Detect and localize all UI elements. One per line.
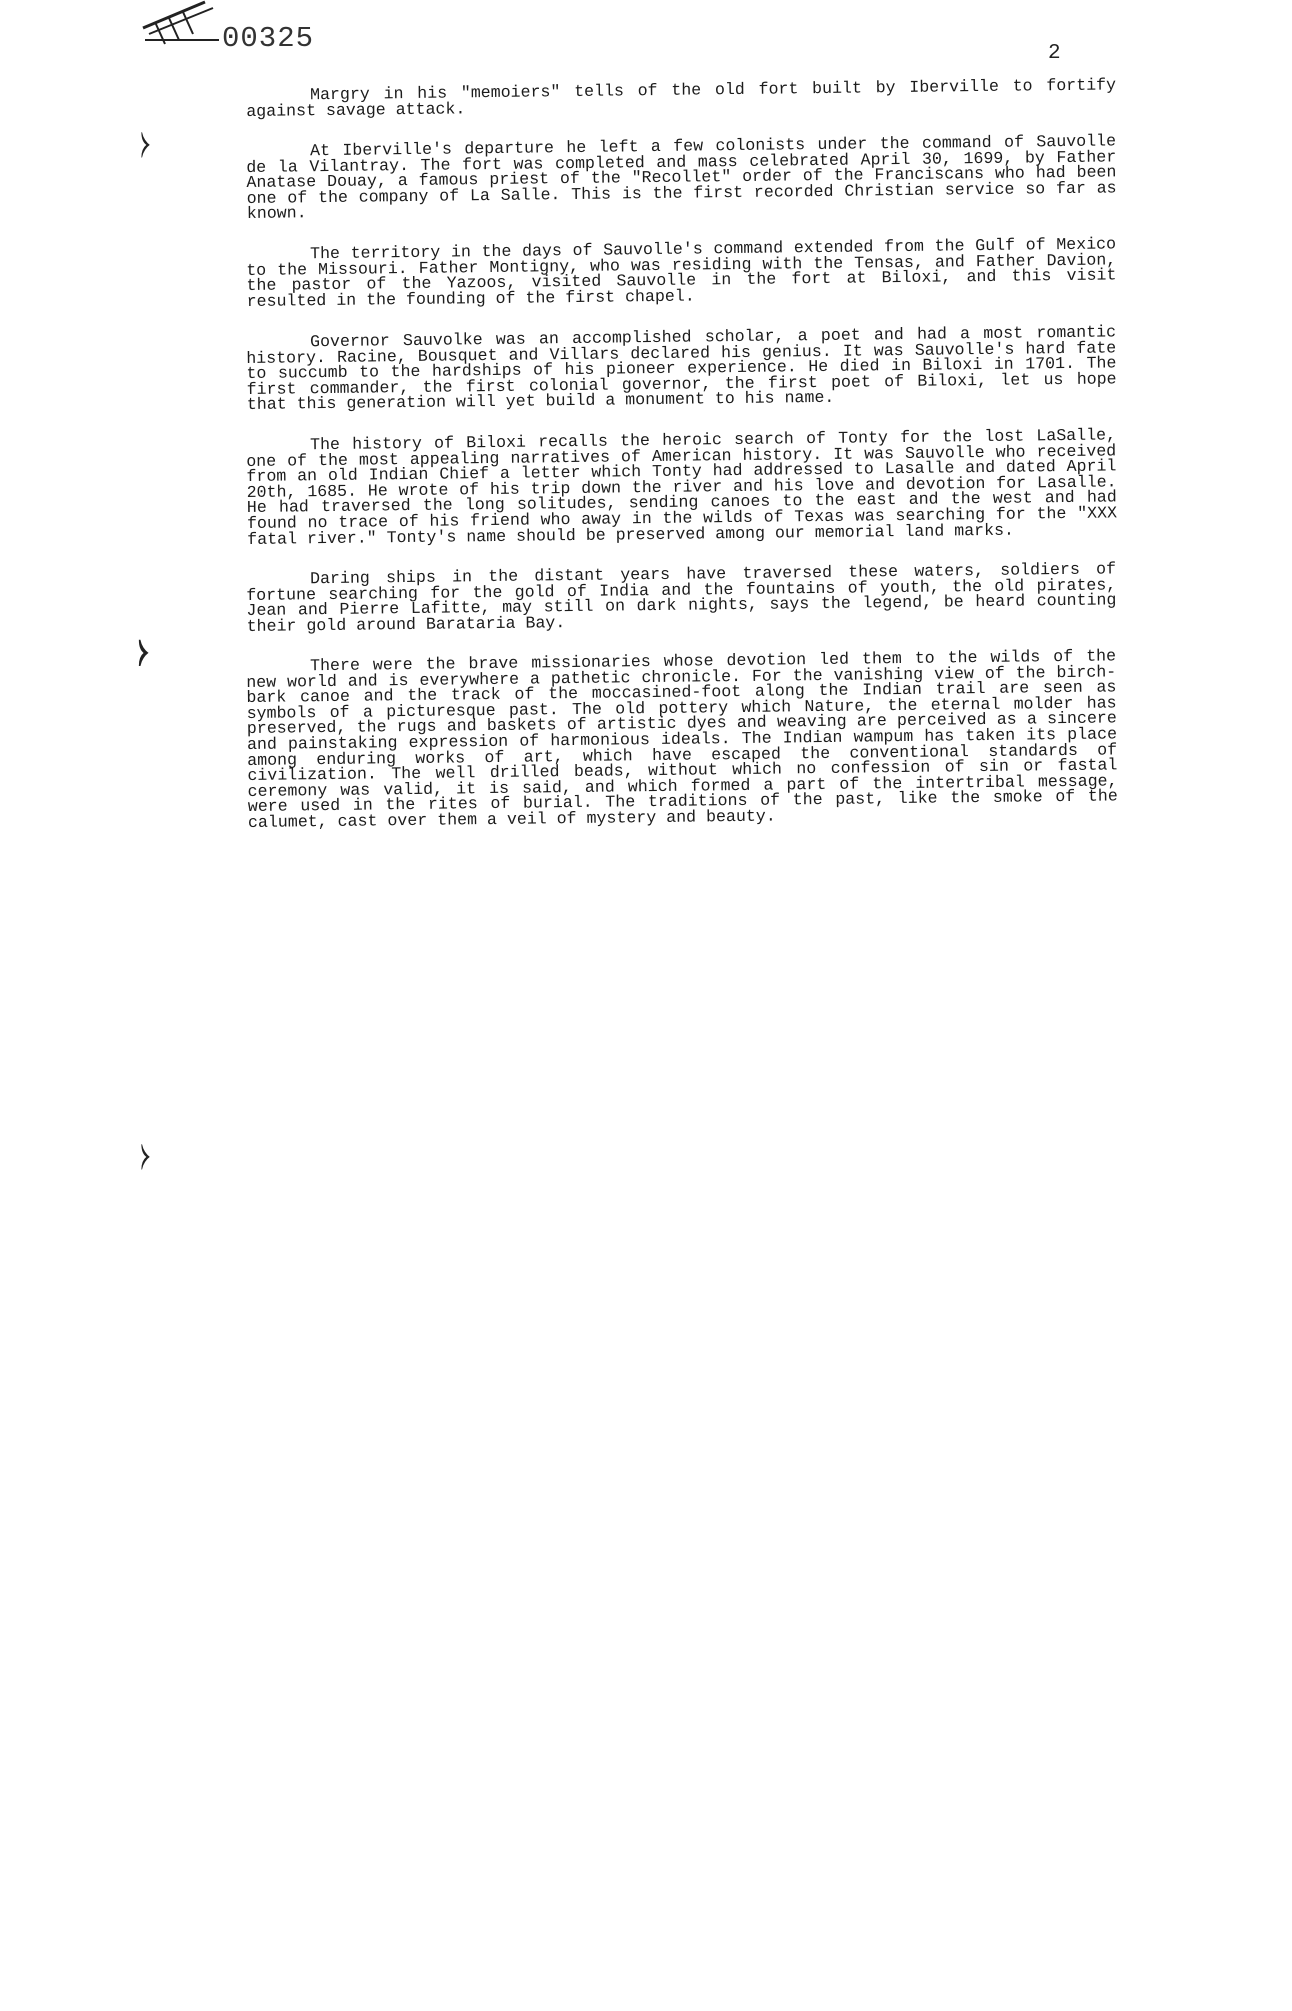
binder-hole-icon: ⧽ [140, 125, 151, 160]
paragraph-tonty: The history of Biloxi recalls the heroic search of Tonty for the lost LaSalle, one of the most appealing narratives of American history. It was Sauvolle who received from an old Indian Chief a letter which Tonty had addressed to Lasalle and dated April 20th, 1685. He wrote of his trip down the river and his love and devotion for Lasalle. He had traversed the long solitudes, sending canoes to the east and the west and had found no trace of his friend who away in the wilds of Texas was searching for the "XXX fatal river." Tonty's name should be preserved among our memorial land marks. [246, 424, 1118, 549]
paragraph-departure: At Iberville's departure he left a few colonists under the command of Sauvolle de la Vilantray. The fort was completed and mass celebrated April 30, 1699, by Father Anatase Douay, a famous priest of the "Recollet" order of the Franciscans who had been one of the company of La Salle. This is the first recorded Christian service so far as known. [246, 131, 1117, 224]
paragraph-missionaries: There were the brave missionaries whose devotion led them to the wilds of the new world and is everywhere a pathetic chronicle. For the vanishing view of the birch-bark canoe and the track of the moccasined-foot along the Indian trail are seen as symbols of a picturesque past. The old pottery which Nature, the eternal molder has preserved, the rugs and baskets of artistic dyes and weaving are perceived as a sincere and painstaking expression of harmonious ideals. The Indian wampum has taken its place among enduring works of art, which have escaped the conventional standards of civilization. The well drilled beads, without which no confession of sin or fastal ceremony was valid, it is said, and which formed a part of the intertribal message, were used in the rites of burial. The traditions of the past, like the smoke of the calumet, cast over them a veil of mystery and beauty. [246, 646, 1118, 832]
paragraph-fort: Margry in his "memoiers" tells of the old fort built by Iberville to fortify against savage attack. [246, 75, 1117, 121]
archive-stamp-mark [135, 0, 225, 60]
typewritten-body [246, 75, 1118, 856]
paragraph-territory: The territory in the days of Sauvolle's command extended from the Gulf of Mexico to the Missouri. Father Montigny, who was residing with the Tensas, and Father Davion, the pastor of the Yazoos, visited Sauvolle in the fort at Biloxi, and this visit resulted in the founding of the first chapel. [246, 234, 1117, 311]
binder-hole-icon: ⧽ [140, 1137, 151, 1172]
paragraph-ships: Daring ships in the distant years have traversed these waters, soldiers of fortune searching for the gold of India and the fountains of youth, the old pirates, Jean and Pierre Lafitte, may still on dark nights, says the legend, be heard counting their gold around Barataria Bay. [246, 559, 1117, 636]
page-number: 2 [1048, 42, 1061, 65]
paragraph-governor: Governor Sauvolke was an accomplished scholar, a poet and had a most romantic history. Racine, Bousquet and Villars declared his genius. It was Sauvolle's hard fate to succumb to the hardships of his pioneer experience. He died in Biloxi in 1701. The first commander, the first colonial governor, the first poet of Biloxi, let us hope that this generation will yet build a monument to his name. [246, 321, 1117, 414]
document-stamp-number: 00325 [222, 22, 315, 55]
binder-hole-icon: ⧽ [138, 633, 149, 668]
